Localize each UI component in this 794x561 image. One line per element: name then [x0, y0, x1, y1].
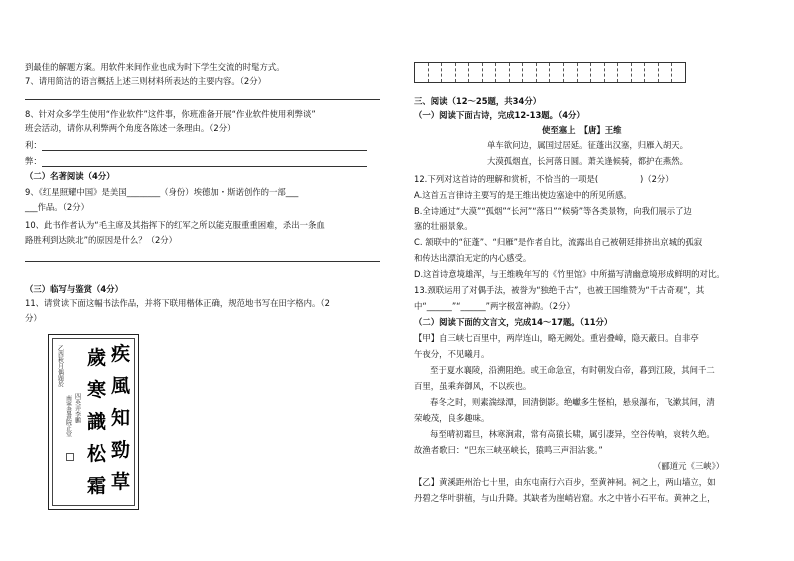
passage-jia-line: 故渔者歌曰：“巴东三峡巫峡长，猿鸣三声泪沾裳。” [414, 445, 603, 455]
section-3-heading: （三）临写与鉴赏（4分） [25, 284, 123, 294]
pro-label: 利： [25, 140, 42, 150]
calligraphy-inscription: 乙酉秋月偶題於 [56, 345, 64, 387]
calligraphy-char: 歲 [87, 347, 107, 369]
calligraphy-char: 寒 [87, 379, 107, 401]
poem-line-1: 单车欲问边，属国过居延。征蓬出汉塞，归雁入胡天。 [487, 140, 688, 150]
question-9-line2: ___作品。（2分） [25, 202, 89, 212]
calligraphy-char: 草 [111, 471, 131, 493]
question-13-line1: 13.颈联运用了对偶手法，被誉为“独绝千古”，也被王国维赞为“千古奇观”，其 [414, 285, 705, 295]
question-8-line1: 8、针对众多学生使用“作业软件”这件事，你班准备开展“作业软件使用利弊谈” [25, 109, 316, 119]
question-11-line1: 11、请赏读下面这幅书法作品，并将下联用楷体正确，规范地书写在田字格内。（2 [25, 298, 330, 308]
calligraphy-char: 疾 [111, 343, 131, 365]
calligraphy-char: 識 [87, 411, 107, 433]
section-2-heading: （二）名著阅读（4分） [25, 171, 115, 181]
option-c-line1: C. 颔联中的“征蓬”、“归雁”是作者自比，流露出自己被朝廷排挤出京城的孤寂 [414, 237, 703, 247]
calligraphy-char: 風 [111, 375, 131, 397]
writing-grid[interactable] [414, 62, 686, 83]
passage-source: （郦道元《三峡》） [653, 461, 725, 471]
passage-jia-line: 春冬之时，则素湍绿潭，回清倒影。绝巘多生怪柏，悬泉瀑布，飞漱其间，清 [430, 397, 715, 407]
answer-line [25, 261, 380, 262]
question-8-line2: 班会活动，请你从利弊两个角度各陈述一条理由。（2分） [25, 123, 236, 133]
passage-jia-line: 每至晴初霜旦，林寒涧肃，常有高猿长啸，属引凄异，空谷传响，哀转久绝。 [430, 429, 715, 439]
passage-jia-line: 午夜分，不见曦月。 [414, 349, 490, 359]
passage-jia-line: 荣峻茂，良多趣味。 [414, 413, 490, 423]
calligraphy-artwork [48, 334, 139, 510]
calligraphy-char: 知 [111, 407, 131, 429]
option-b-line2: 塞的壮丽景象。 [414, 221, 473, 231]
passage-jia-line: 【甲】自三峡七百里中，两岸连山，略无阙处。重岩叠嶂，隐天蔽日。自非亭 [414, 333, 699, 343]
question-13-line2: 中“______”“______”两字极富神韵。（2分） [414, 301, 575, 311]
passage-jia-line: 至于夏水襄陵，沿溯阻绝。或王命急宣，有时朝发白帝，暮到江陵，其间千二 [430, 365, 715, 375]
option-d: D.这首诗意境雄浑，与王维晚年写的《竹里馆》中所描写清幽意境形成鲜明的对比。 [414, 269, 725, 279]
passage-jia-line: 百里，虽乘奔御风，不以疾也。 [414, 381, 532, 391]
poem-line-2: 大漠孤烟直，长河落日圆。萧关逢候骑，都护在燕然。 [487, 156, 688, 166]
answer-line [25, 99, 380, 100]
option-c-line2: 和传达出漂泊无定的内心感受。 [414, 253, 532, 263]
calligraphy-inscription: 四英弄李鵬 [73, 393, 81, 423]
seal-stamp-icon [66, 453, 74, 461]
con-answer-line [42, 166, 367, 167]
question-10-line1: 10、此书作者认为“毛主席及其指挥下的红军之所以能克服重重困难，杀出一条血 [25, 220, 325, 230]
passage-yi-line: 【乙】黄溪距州治七十里，由东屯南行六百步，至黄神祠。祠之上，两山墙立，如 [414, 477, 716, 487]
calligraphy-char: 松 [87, 443, 107, 465]
poem-title: 使至塞上 【唐】王维 [542, 125, 622, 135]
calligraphy-char: 勁 [111, 439, 131, 461]
part-2-heading: （二）阅读下面的文言文，完成14～17题。（11分） [414, 317, 613, 327]
reading-section-heading: 三、阅读（12～25题，共34分） [414, 96, 542, 106]
pro-answer-line [42, 150, 367, 151]
question-10-line2: 路胜利到达陕北”的原因是什么？（2分） [25, 235, 178, 245]
question-11-line2: 分） [25, 313, 42, 323]
text-line: 到最佳的解题方案。用软件来间作业也成为时下学生交流的时髦方式。 [25, 62, 285, 72]
question-9-line1: 9、《红星照耀中国》是美国________（身份）埃德加・斯诺创作的一部___ [25, 187, 299, 197]
calligraphy-char: 霜 [87, 475, 107, 497]
question-7: 7、请用简洁的语言概括上述三则材料所表达的主要内容。（2分） [25, 76, 266, 86]
passage-yi-line: 丹碧之华叶骈植，与山升降。其缺者为崖峭岩窟。水之中皆小石平布。黄神之上， [414, 493, 716, 503]
option-b-line1: B.全诗通过“大漠”“孤烟”“长河”“落日”“候骑”等各类景物，向我们展示了边 [414, 206, 692, 216]
con-label: 弊： [25, 156, 42, 166]
part-1-heading: （一）阅读下面古诗，完成12-13题。（4分） [414, 110, 585, 120]
question-12: 12.下列对这首诗的理解和赏析，不恰当的一项是( )（2分） [414, 174, 674, 184]
option-a: A.这首五言律诗主要写的是王维出使边塞途中的所见所感。 [414, 190, 632, 200]
calligraphy-inscription: 南寧書畫院正堂 [64, 395, 72, 437]
